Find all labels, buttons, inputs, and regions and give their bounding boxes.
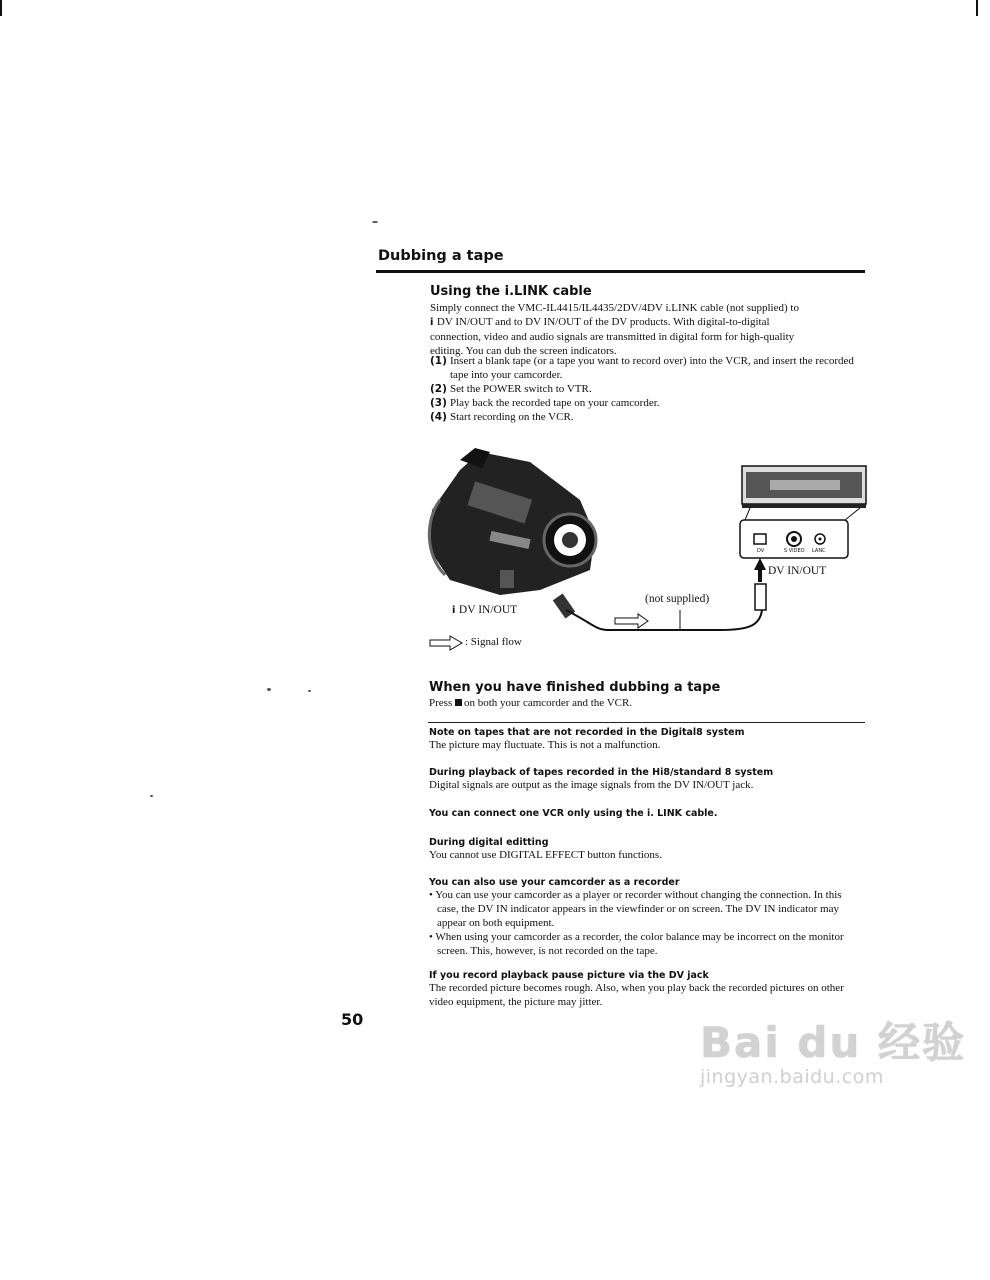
note-heading: You can also use your camcorder as a recorder — [429, 877, 680, 888]
vcr-jack-label-dv: DV — [757, 548, 765, 554]
vcr-illustration — [742, 466, 866, 508]
intro-line: Simply connect the VMC-IL4415/IL4435/2DV/4DV i.LINK cable (not supplied) to — [430, 302, 799, 314]
note-body: The recorded picture becomes rough. Also, when you play back the recorded pictures on other video equipment, the picture may jitter. — [429, 982, 844, 1008]
note-heading: You can connect one VCR only using the i. LINK cable. — [429, 808, 718, 819]
note-block — [429, 808, 869, 819]
finished-title: When you have finished dubbing a tape — [429, 680, 721, 695]
finished-text: Press on both your camcorder and the VCR. — [429, 697, 633, 709]
ilink-icon: i — [430, 317, 437, 328]
note-body: You cannot use DIGITAL EFFECT button functions. — [429, 849, 662, 861]
baidu-watermark — [700, 1010, 966, 1088]
note-heading: During playback of tapes recorded in the Hi8/standard 8 system — [429, 767, 774, 778]
note-block — [429, 837, 869, 862]
recorder-note — [429, 877, 865, 958]
note-heading: If you record playback pause picture via the DV jack — [429, 970, 709, 981]
notes-rule — [428, 722, 865, 723]
vcr-port-label: DV IN/OUT — [768, 565, 827, 577]
ilink-title: Using the i.LINK cable — [430, 284, 592, 299]
page-number: 50 — [341, 1010, 364, 1029]
vcr-jack-label-svideo: S VIDEO — [784, 548, 805, 554]
step-item: (3) Play back the recorded tape on your camcorder. — [430, 397, 660, 409]
stop-icon — [455, 699, 462, 706]
note-block — [429, 767, 869, 792]
step-item: (2) Set the POWER switch to VTR. — [430, 383, 592, 395]
note-body: The picture may fluctuate. This is not a malfunction. — [429, 739, 661, 751]
note-heading: During digital editting — [429, 837, 549, 848]
ilink-icon: i — [452, 605, 459, 616]
crop-mark — [0, 0, 2, 16]
speck — [267, 688, 271, 691]
signal-flow-legend: : Signal flow — [465, 636, 522, 648]
pause-note — [429, 970, 865, 1009]
camcorder-illustration — [429, 448, 596, 595]
speck — [372, 221, 378, 223]
header-rule — [376, 270, 865, 273]
ilink-intro — [430, 301, 865, 358]
page-section-title: Dubbing a tape — [378, 248, 504, 264]
camcorder-port-label: i DV IN/OUT — [452, 604, 518, 616]
crop-mark — [976, 0, 978, 16]
watermark-url: jingyan.baidu.com — [700, 1066, 884, 1088]
intro-line: connection, video and audio signals are transmitted in digital form for high-quality — [430, 331, 795, 343]
note-block — [429, 727, 869, 752]
watermark-logo: Bai du 经验 — [700, 1018, 966, 1067]
intro-line: i DV IN/OUT and to DV IN/OUT of the DV products. With digital-to-digital — [430, 316, 770, 328]
speck — [150, 795, 153, 797]
speck — [308, 690, 311, 692]
steps-list — [430, 354, 866, 424]
note-bullet: • When using your camcorder as a recorder, the color balance may be incorrect on the monitor screen. This, however, is not recorded on the tape. — [429, 931, 844, 957]
note-bullet: • You can use your camcorder as a player or recorder without changing the connection. In this case, the DV IN indicator appears in the viewfinder or on screen. The DV IN indicator may appear on both equipment. — [429, 889, 842, 929]
intro-line: editing. You can dub the screen indicators. — [430, 345, 617, 357]
vcr-jack-label-lanc: LANC — [812, 548, 826, 554]
note-heading: Note on tapes that are not recorded in the Digital8 system — [429, 727, 745, 738]
note-body: Digital signals are output as the image signals from the DV IN/OUT jack. — [429, 779, 754, 791]
step-item: (4) Start recording on the VCR. — [430, 411, 574, 423]
cable-label: (not supplied) — [645, 593, 710, 605]
step-item: (1) Insert a blank tape (or a tape you want to record over) into the VCR, and insert the recorded tape into your camcorder. — [430, 355, 854, 381]
